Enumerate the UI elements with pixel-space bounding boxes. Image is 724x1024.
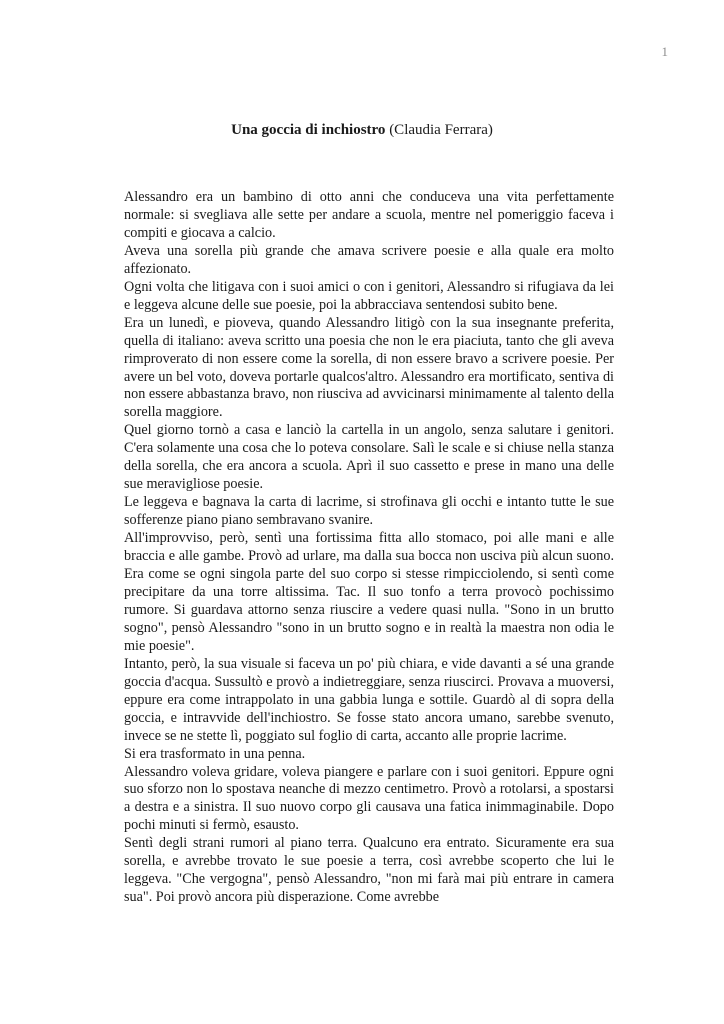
paragraph: Sentì degli strani rumori al piano terra. Qualcuno era entrato. Sicuramente era sua sorella, e avrebbe trovato le sue poesie a terra, così avrebbe scoperto che lui le leggeva. "Che vergogna", pensò Alessandro, "non mi farà mai più entrare in camera sua". Poi provò ancora più disperazione. Come avrebbe (124, 835, 614, 906)
title-text: Una goccia di inchiostro (231, 122, 386, 138)
paragraph: Alessandro voleva gridare, voleva piangere e parlare con i suoi genitori. Eppure ogni suo sforzo non lo spostava neanche di mezzo centimetro. Provò a rotolarsi, a spostarsi a destra e a sinistra. Il suo nuovo corpo gli causava una fatica inimmaginabile. Dopo pochi minuti si fermò, esausto. (124, 763, 614, 834)
paragraph: Era un lunedì, e pioveva, quando Alessandro litigò con la sua insegnante preferita, quella di italiano: aveva scritto una poesia che non le era piaciuta, tanto che gli aveva rimproverato di non essere come la sorella, di non essere bravo a scrivere poesie. Per avere un bel voto, doveva portarle qualcos'altro. Alessandro era mortificato, sentiva di non essere abbastanza bravo, non riusciva ad avvicinarsi minimamente al talento della sorella maggiore. (124, 314, 614, 421)
title-author: (Claudia Ferrara) (389, 122, 493, 138)
paragraph: Aveva una sorella più grande che amava scrivere poesie e alla quale era molto affezionato. (124, 242, 614, 277)
paragraph: Alessandro era un bambino di otto anni che conduceva una vita perfettamente normale: si svegliava alle sette per andare a scuola, mentre nel pomeriggio faceva i compiti e giocava a calcio. (124, 189, 614, 241)
paragraph: Intanto, però, la sua visuale si faceva un po' più chiara, e vide davanti a sé una grande goccia d'acqua. Sussultò e provò a indietreggiare, senza riuscirci. Provava a muoversi, eppure era come intrappolato in una gabbia lunga e sottile. Guardò al di sopra della goccia, e intravvide dell'inchiostro. Se fosse stato ancora umano, sarebbe svenuto, invece se ne stette lì, poggiato sul foglio di carta, accanto alle proprie lacrime. (124, 655, 614, 744)
story-body (124, 189, 614, 907)
paragraph: Ogni volta che litigava con i suoi amici o con i genitori, Alessandro si rifugiava da lei e leggeva alcune delle sue poesie, poi la abbracciava sentendosi subito bene. (124, 278, 614, 313)
paragraph: Le leggeva e bagnava la carta di lacrime, si strofinava gli occhi e intanto tutte le sue sofferenze piano piano sembravano svanire. (124, 494, 614, 529)
paragraph: Si era trasformato in una penna. (124, 745, 306, 762)
paragraph: All'improvviso, però, sentì una fortissima fitta allo stomaco, poi alle mani e alle braccia e alle gambe. Provò ad urlare, ma dalla sua bocca non usciva più alcun suono. Era come se ogni singola parte del suo corpo si stesse rimpicciolendo, si sentì come precipitare da una torre altissima. Tac. Il suo tonfo a terra provocò pochissimo rumore. Si guardava attorno senza riuscire a vedere quasi nulla. "Sono in un brutto sogno", pensò Alessandro "sono in un brutto sogno e in realtà la maestra non odia le mie poesie". (124, 530, 614, 654)
page-number: 1 (661, 44, 668, 59)
paragraph: Quel giorno tornò a casa e lanciò la cartella in un angolo, senza salutare i genitori. C'era solamente una cosa che lo poteva consolare. Salì le scale e si chiuse nella stanza della sorella, che era ancora a scuola. Aprì il suo cassetto e prese in mano una delle sue meravigliose poesie. (124, 422, 614, 493)
story-title (0, 121, 724, 139)
